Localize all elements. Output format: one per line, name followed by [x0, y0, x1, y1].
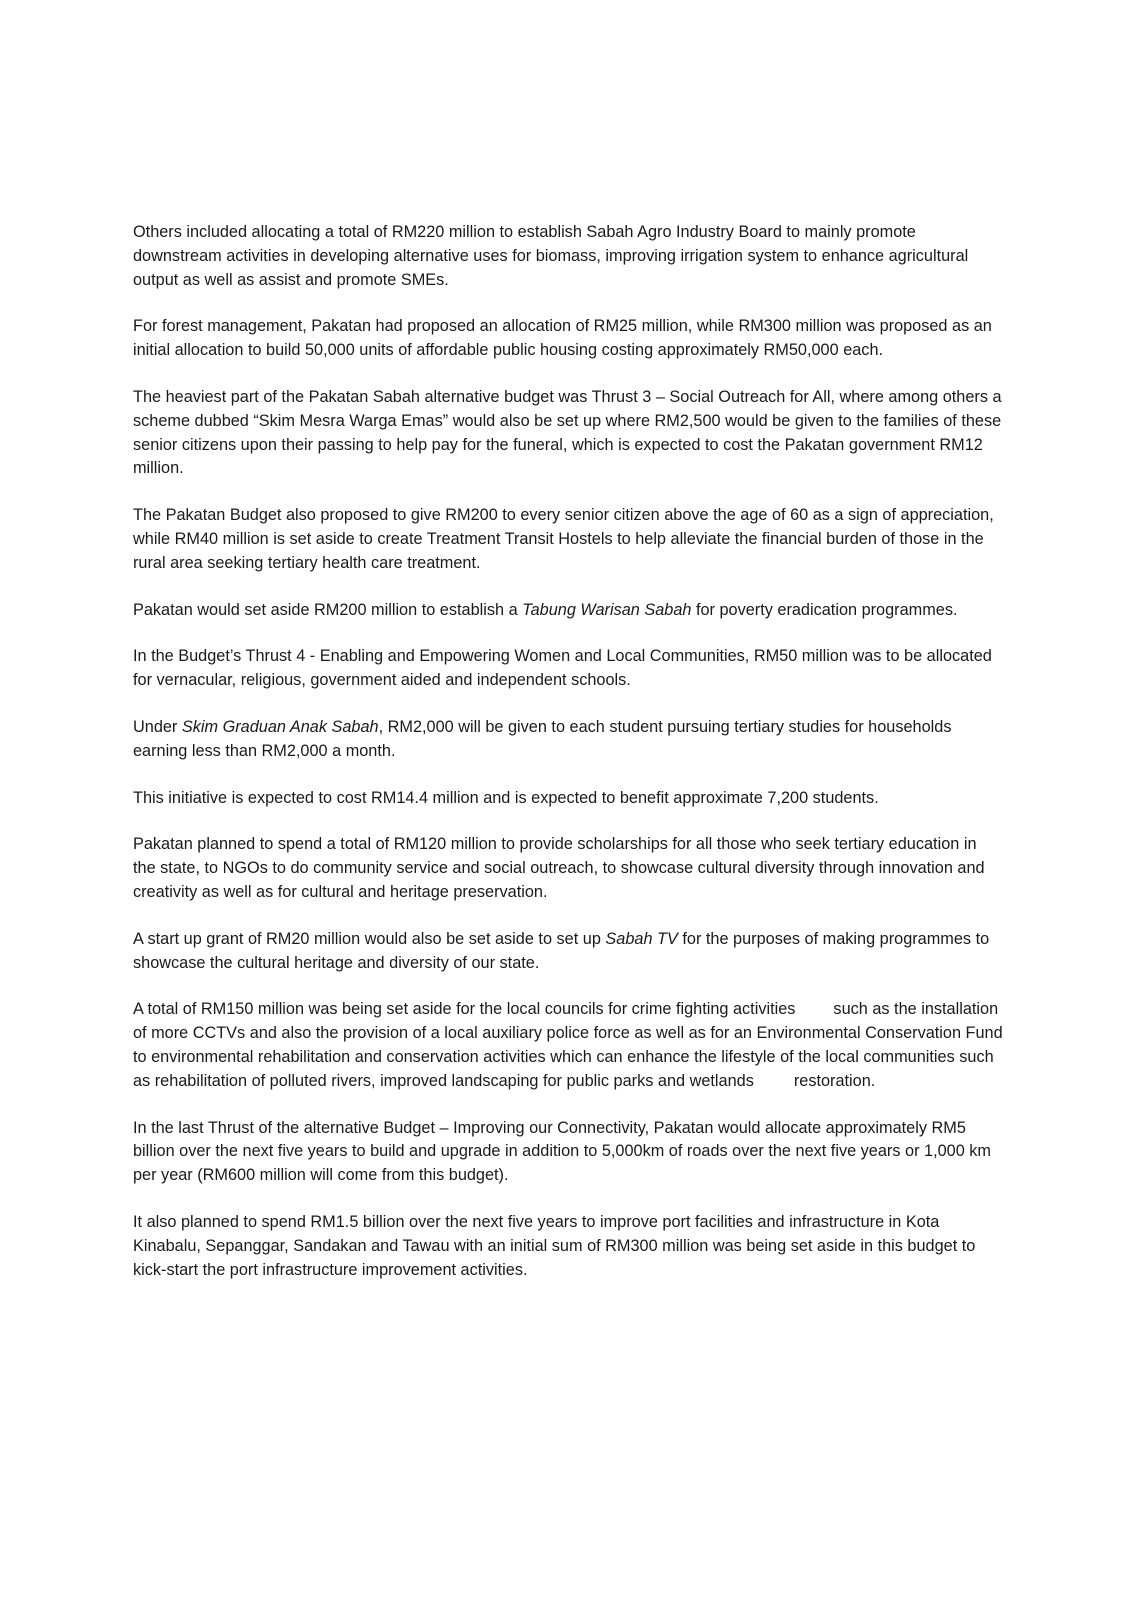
paragraph-sabah-tv: [133, 928, 1003, 976]
paragraph-text-after: , RM2,000 will be given to each student pursuing tertiary studies for households earning less than RM2,000 a month.: [133, 717, 956, 760]
paragraph-forest-housing: [133, 315, 1003, 363]
paragraph-initiative-cost: [133, 787, 1003, 811]
paragraph-emphasis: Skim Graduan Anak Sabah: [181, 717, 379, 736]
paragraph-text-before: A start up grant of RM20 million would also be set aside to set up: [133, 929, 606, 948]
paragraph-text-after: for poverty eradication programmes.: [691, 600, 958, 619]
paragraph-scholarships: [133, 833, 1003, 904]
paragraph-text: Pakatan planned to spend a total of RM120 million to provide scholarships for all those who seek tertiary education in the state, to NGOs to do community service and social outreach, to showcase cultural diversity through innovation and creativity as well as for cultural and heritage preservation.: [133, 835, 990, 901]
paragraph-senior-citizens: [133, 504, 1003, 575]
paragraph-connectivity: [133, 1117, 1003, 1188]
paragraph-text: The Pakatan Budget also proposed to give RM200 to every senior citizen above the age of 60 as a sign of appreciation, while RM40 million is set aside to create Treatment Transit Hostels to help alleviate the financial burden of those in the rural area seeking tertiary health care treatment.: [133, 506, 999, 572]
paragraph-emphasis: Tabung Warisan Sabah: [522, 600, 692, 619]
paragraph-text: For forest management, Pakatan had proposed an allocation of RM25 million, while RM300 million was proposed as an initial allocation to build 50,000 units of affordable public housing costing approximately RM50,000 each.: [133, 317, 997, 360]
document-body: [133, 221, 1008, 1305]
paragraph-text: It also planned to spend RM1.5 billion over the next five years to improve port facilities and infrastructure in Kota Kinabalu, Sepanggar, Sandakan and Tawau with an initial sum of RM300 million was being set aside in this budget to kick-start the port infrastructure improvement activities.: [133, 1212, 980, 1279]
paragraph-text-before: Under: [133, 717, 182, 736]
paragraph-text-part1: A total of RM150 million was being set aside for the local councils for crime fighting activities: [133, 1000, 796, 1019]
paragraph-text: This initiative is expected to cost RM14.4 million and is expected to benefit approximate 7,200 students.: [133, 788, 879, 807]
paragraph-text-after: for the purposes of making programmes to showcase the cultural heritage and diversity of our state.: [133, 929, 994, 972]
paragraph-tabung-warisan: [133, 599, 1003, 623]
paragraph-local-councils: [133, 998, 1008, 1093]
paragraph-port-facilities: [133, 1211, 1003, 1282]
paragraph-sabah-agro: [133, 221, 1003, 292]
paragraph-text: Others included allocating a total of RM220 million to establish Sabah Agro Industry Board to mainly promote downstream activities in developing alternative uses for biomass, improving irrigation system to enhance agricultural output as well as assist and promote SMEs.: [133, 223, 973, 289]
paragraph-text: The heaviest part of the Pakatan Sabah alternative budget was Thrust 3 – Social Outreach for All, where among others a scheme dubbed “Skim Mesra Warga Emas” would also be set up where RM2,500 would be given to the families of these senior citizens upon their passing to help pay for the funeral, which is expected to cost the Pakatan government RM12 million.: [133, 387, 1007, 478]
paragraph-text-before: Pakatan would set aside RM200 million to establish a: [133, 600, 523, 619]
paragraph-thrust-4: [133, 645, 1003, 693]
paragraph-text-part3: restoration.: [793, 1071, 876, 1090]
paragraph-text: In the Budget’s Thrust 4 - Enabling and Empowering Women and Local Communities, RM50 million was to be allocated for vernacular, religious, government aided and independent schools.: [133, 647, 997, 690]
paragraph-thrust-3: [133, 386, 1007, 481]
paragraph-text: In the last Thrust of the alternative Budget – Improving our Connectivity, Pakatan would allocate approximately RM5 billion over the next five years to build and upgrade in addition to 5,000km of roads over the next five years or 1,000 km per year (RM600 million will come from this budget).: [133, 1118, 996, 1185]
paragraph-emphasis: Sabah TV: [605, 929, 678, 948]
paragraph-text-part2: such as the installation of more CCTVs and also the provision of a local auxiliary police force as well as for an Environmental Conservation Fund to environmental rehabilitation and conservation activities which can enhance the lifestyle of the local communities such as rehabilitation of polluted rivers, improved landscaping for public parks and wetlands: [133, 1000, 1008, 1090]
paragraph-skim-graduan: [133, 716, 1003, 764]
